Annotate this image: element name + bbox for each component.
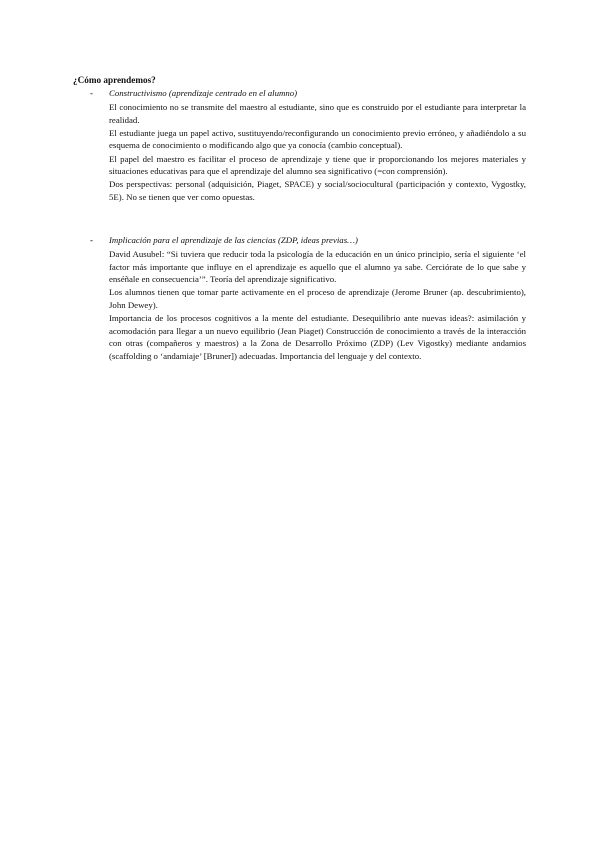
paragraph: El estudiante juega un papel activo, sustituyendo/reconfigurando un conocimiento previo erróneo, y añadiéndolo a su esquema de conocimiento o modificando algo que ya conocía (cambio conceptual). [109,127,526,151]
paragraph: El conocimiento no se transmite del maestro al estudiante, sino que es construido por el estudiante para interpretar la realidad. [109,102,526,125]
paragraph: Dos perspectivas: personal (adquisición, Piaget, SPACE) y social/sociocultural (participación y contexto, Vygostky, 5E). No se tienen que ver como opuestas. [109,179,526,202]
bullet-item [90,87,526,99]
paragraph: David Ausubel: “Si tuviera que reducir toda la psicología de la educación en un único principio, sería el siguiente ‘el factor más importante que influye en el aprendizaje es aquello que el alumno ya sabe. Cerciórate de lo que sabe y enséñale en consecuencia’”. Teoría del aprendizaje significativo. [109,249,526,285]
bullet-dash: - [90,88,93,98]
section-body [109,101,526,204]
bullet-dash: - [90,235,93,245]
section-constructivismo [90,87,526,204]
section-implicacion [90,234,526,363]
document-title: ¿Cómo aprendemos? [73,75,156,85]
section-body [109,248,526,363]
paragraph: Importancia de los procesos cognitivos a la mente del estudiante. Desequilibrio ante nuevas ideas?: asimilación y acomodación para llegar a un nuevo equilibrio (Jean Piaget) Construcción de conocimiento a través de la interacción con otras (compañeros y maestros) a la Zona de Desarrollo Próximo (ZDP) (Lev Vigostky) mediante andamios (scaffolding o ‘andamiaje’ [Bruner]) adecuadas. Importancia del lenguaje y del contexto. [109,313,526,361]
paragraph: El papel del maestro es facilitar el proceso de aprendizaje y tiene que ir proporcionando los mejores materiales y situaciones educativas para que el aprendizaje del alumno sea significativo (=con comprensión). [109,153,526,177]
bullet-item [90,234,526,246]
paragraph: Los alumnos tienen que tomar parte activamente en el proceso de aprendizaje (Jerome Bruner (ap. descubrimiento), John Dewey). [109,287,526,310]
section-heading: Implicación para el aprendizaje de las ciencias (ZDP, ideas previas…) [109,235,358,245]
section-heading: Constructivismo (aprendizaje centrado en el alumno) [109,88,298,98]
